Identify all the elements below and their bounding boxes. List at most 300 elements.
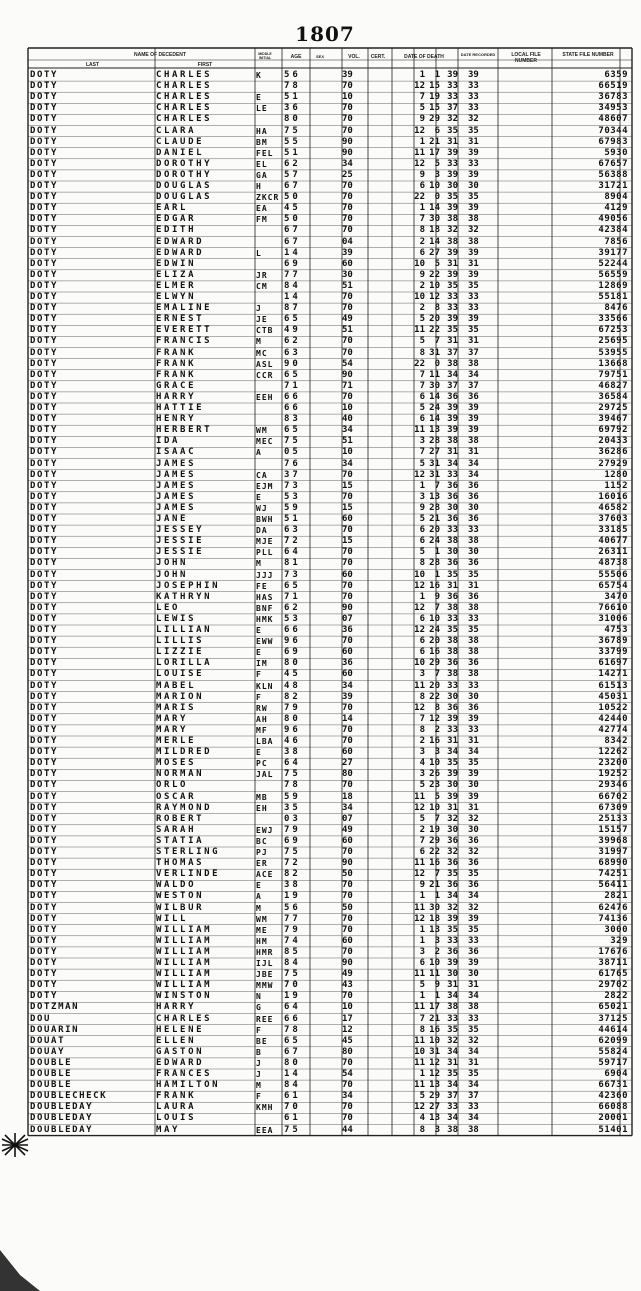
cell-mm: 11 [429, 969, 440, 980]
cell-yy: 36 [447, 858, 458, 869]
cell-vol: 17 [342, 1013, 353, 1024]
cell-first: STERLING [156, 847, 221, 857]
table-row [28, 1080, 630, 1091]
cell-vol: 70 [342, 991, 353, 1002]
cell-vol: 70 [342, 724, 353, 735]
cell-mm: 21 [429, 1013, 440, 1024]
cell-mi [256, 292, 282, 303]
cell-mi: MF [256, 725, 268, 735]
cell-mi: M [256, 559, 262, 569]
table-row [28, 170, 630, 181]
table-row [28, 414, 630, 425]
table-row [28, 703, 630, 714]
cell-mi [256, 414, 282, 425]
cell-yy: 39 [447, 913, 458, 924]
cell-age: 81 [284, 558, 301, 569]
cell-first: OSCAR [156, 791, 197, 802]
cell-mm: 13 [429, 924, 440, 935]
cell-dy: 31 [468, 980, 479, 991]
cell-last: DOTY [30, 625, 59, 635]
cell-age: 65 [284, 1035, 301, 1046]
cell-mi: E [256, 881, 262, 891]
cell-dd: 1 [419, 935, 425, 946]
table-row [28, 1002, 630, 1013]
cell-mi: MC [256, 348, 268, 358]
cell-last: DOTY [30, 525, 59, 536]
cell-vol: 60 [342, 669, 353, 680]
cell-age: 90 [284, 358, 301, 369]
cell-file: 19252 [598, 769, 628, 780]
cell-mm: 7 [434, 669, 440, 680]
cell-first: CHARLES [156, 103, 213, 114]
cell-dy: 30 [468, 780, 479, 791]
table-row [28, 481, 630, 492]
cell-mi [256, 381, 282, 392]
cell-first: EDITH [156, 225, 197, 236]
cell-yy: 35 [447, 125, 458, 136]
cell-file: 8476 [604, 303, 628, 314]
cell-mi: PLL [256, 548, 274, 558]
cell-dd: 10 [414, 292, 425, 302]
cell-mi: HMR [256, 947, 274, 957]
cell-file: 7856 [604, 236, 628, 247]
table-row [28, 1047, 630, 1058]
cell-yy: 38 [447, 1002, 458, 1013]
cell-dy: 31 [468, 580, 479, 591]
cell-dy: 35 [468, 569, 479, 580]
table-row [28, 1014, 630, 1025]
cell-mm: 7 [434, 869, 440, 880]
cell-mm: 14 [429, 203, 440, 214]
cell-dd: 7 [419, 380, 425, 391]
cell-file: 66088 [598, 1102, 628, 1113]
cell-dd: 12 [414, 702, 425, 713]
cell-dd: 6 [419, 414, 425, 425]
cell-first: NORMAN [156, 769, 205, 780]
cell-dd: 6 [419, 391, 425, 402]
cell-last: DOTY [30, 946, 59, 957]
cell-vol: 70 [342, 225, 353, 236]
cell-mi: J [256, 304, 262, 314]
cell-last: DOTY [30, 980, 59, 991]
cell-first: LIZZIE [156, 647, 205, 658]
cell-dd: 10 [414, 258, 425, 269]
cell-mi: CCR [256, 370, 274, 380]
cell-mm: 26 [429, 769, 440, 780]
cell-last: DOTY [30, 314, 59, 325]
cell-yy: 36 [447, 491, 458, 502]
cell-yy: 38 [447, 636, 458, 647]
cell-first: EMALINE [156, 303, 213, 314]
cell-mi: E [256, 492, 262, 502]
cell-yy: 33 [447, 613, 458, 624]
cell-mm: 6 [434, 125, 440, 136]
cell-vol: 70 [342, 192, 353, 203]
cell-age: 72 [284, 858, 301, 869]
cell-dy: 35 [468, 1069, 479, 1079]
cell-file: 20433 [598, 436, 628, 447]
cell-vol: 60 [342, 569, 353, 580]
cell-file: 37125 [598, 1013, 628, 1024]
cell-dy: 31 [468, 1057, 479, 1068]
cell-vol: 70 [342, 525, 353, 536]
cell-mi: CM [256, 281, 268, 291]
cell-dy: 35 [468, 125, 479, 136]
cell-dd: 12 [414, 158, 425, 169]
cell-vol: 49 [342, 969, 353, 980]
table-row [28, 1113, 630, 1124]
table-row [28, 126, 630, 137]
cell-age: 75 [284, 769, 301, 780]
cell-mi: M [256, 903, 262, 913]
cell-dy: 39 [468, 314, 479, 325]
cell-yy: 37 [447, 1091, 458, 1102]
cell-first: THOMAS [156, 858, 205, 869]
cell-vol: 10 [342, 447, 353, 458]
cell-age: 71 [284, 380, 301, 391]
cell-file: 46582 [598, 502, 628, 513]
cell-dy: 34 [468, 1046, 479, 1057]
cell-vol: 39 [342, 691, 353, 702]
cell-yy: 35 [447, 1024, 458, 1035]
cell-first: GRACE [156, 380, 197, 391]
cell-mm: 18 [429, 225, 440, 236]
cell-yy: 30 [447, 502, 458, 513]
table-row [28, 625, 630, 636]
cell-dy: 31 [468, 136, 479, 147]
cell-vol: 51 [342, 325, 353, 336]
cell-mi: JE [256, 315, 268, 325]
table-row [28, 758, 630, 769]
table-row [28, 914, 630, 925]
cell-last: DOTY [30, 858, 59, 869]
cell-dd: 1 [419, 70, 425, 80]
cell-mm: 22 [429, 847, 440, 857]
cell-file: 29702 [598, 980, 628, 991]
table-row [28, 281, 630, 292]
cell-vol: 30 [342, 269, 353, 280]
cell-vol: 12 [342, 1024, 353, 1035]
cell-file: 3470 [604, 591, 628, 602]
cell-yy: 33 [447, 303, 458, 314]
cell-mi: M [256, 1081, 262, 1091]
table-row [28, 836, 630, 847]
cell-first: LORILLA [156, 658, 213, 669]
cell-last: DOTY [30, 636, 59, 647]
cell-first: LOUIS [156, 1113, 197, 1124]
cell-mi [256, 403, 282, 414]
cell-file: 16016 [598, 491, 628, 502]
cell-vol: 15 [342, 536, 353, 547]
table-row [28, 858, 630, 869]
header-name-of-decedent: NAME OF DECEDENT [134, 52, 186, 58]
cell-mm: 16 [429, 647, 440, 658]
cell-last: DOTY [30, 713, 59, 724]
cell-dd: 6 [419, 525, 425, 536]
cell-vol: 70 [342, 780, 353, 791]
cell-first: WESTON [156, 891, 205, 902]
cell-file: 40677 [598, 536, 628, 547]
cell-first: CHARLES [156, 92, 213, 103]
cell-dd: 11 [414, 147, 425, 158]
header-middle-initial: MIDDLE INITIAL [258, 52, 272, 60]
cell-dd: 10 [414, 1046, 425, 1057]
cell-age: 69 [284, 258, 301, 269]
cell-vol: 70 [342, 591, 353, 602]
cell-dd: 7 [419, 92, 425, 103]
cell-first: MARY [156, 713, 189, 724]
cell-age: 19 [284, 891, 301, 902]
cell-mi: J [256, 1070, 262, 1079]
cell-dd: 11 [414, 969, 425, 980]
cell-mm: 3 [434, 169, 440, 180]
cell-mm: 13 [429, 425, 440, 436]
cell-dd: 6 [419, 247, 425, 258]
cell-last: DOUBLEDAY [30, 1113, 94, 1124]
cell-mm: 5 [434, 158, 440, 169]
cell-age: 75 [284, 436, 301, 447]
table-row [28, 325, 630, 336]
cell-dd: 6 [419, 181, 425, 191]
cell-dy: 39 [468, 169, 479, 180]
cell-dy: 36 [468, 514, 479, 524]
cell-first: LEWIS [156, 613, 197, 624]
cell-mi: EWW [256, 637, 274, 647]
header-date-of-death: DATE OF DEATH [404, 54, 444, 60]
cell-first: MERLE [156, 736, 197, 746]
cell-dy: 31 [468, 336, 479, 347]
cell-dd: 5 [419, 1091, 425, 1102]
cell-dy: 32 [468, 114, 479, 125]
cell-yy: 36 [447, 702, 458, 713]
cell-mm: 24 [429, 625, 440, 635]
cell-dy: 37 [468, 380, 479, 391]
cell-vol: 60 [342, 514, 353, 524]
cell-age: 64 [284, 758, 301, 769]
cell-dy: 33 [468, 1102, 479, 1113]
cell-file: 66519 [598, 81, 628, 92]
cell-vol: 60 [342, 935, 353, 946]
cell-age: 45 [284, 669, 301, 680]
cell-vol: 70 [342, 636, 353, 647]
cell-age: 79 [284, 924, 301, 935]
cell-dd: 5 [419, 813, 425, 824]
cell-first: HERBERT [156, 425, 213, 436]
cell-dd: 5 [419, 458, 425, 469]
cell-mi: WJ [256, 503, 268, 513]
cell-mm: 14 [429, 236, 440, 247]
table-row [28, 570, 630, 581]
table-row [28, 558, 630, 569]
cell-dy: 38 [468, 1002, 479, 1013]
cell-file: 62476 [598, 902, 628, 913]
cell-mm: 2 [434, 946, 440, 957]
cell-mm: 29 [429, 1091, 440, 1102]
cell-first: LAURA [156, 1102, 197, 1113]
cell-file: 25133 [598, 813, 628, 824]
cell-yy: 36 [447, 835, 458, 846]
cell-mm: 29 [429, 835, 440, 846]
cell-last: DOTZMAN [30, 1002, 80, 1013]
cell-vol: 51 [342, 436, 353, 447]
cell-mi: ACE [256, 870, 274, 880]
cell-last: DOTY [30, 103, 59, 114]
cell-age: 14 [284, 247, 301, 258]
cell-first: EARL [156, 203, 189, 214]
cell-vol: 60 [342, 747, 353, 758]
cell-dy: 33 [468, 613, 479, 624]
cell-vol: 80 [342, 1046, 353, 1057]
table-row [28, 148, 630, 159]
cell-age: 03 [284, 813, 301, 824]
cell-dy: 33 [468, 525, 479, 536]
cell-age: 38 [284, 880, 301, 891]
cell-first: VERLINDE [156, 869, 221, 880]
cell-age: 69 [284, 647, 301, 658]
cell-vol: 44 [342, 1124, 353, 1135]
cell-file: 17676 [598, 946, 628, 957]
cell-file: 36584 [598, 391, 628, 402]
cell-last: DOTY [30, 580, 59, 591]
table-row [28, 248, 630, 259]
cell-mm: 31 [429, 347, 440, 358]
cell-first: WILLIAM [156, 969, 213, 980]
cell-dy: 36 [468, 858, 479, 869]
cell-dd: 1 [419, 1069, 425, 1079]
header-state-file: STATE FILE NUMBER [562, 52, 614, 58]
table-row [28, 847, 630, 858]
cell-dy: 31 [468, 258, 479, 269]
cell-dd: 5 [419, 980, 425, 991]
cell-dd: 11 [414, 325, 425, 336]
cell-file: 39968 [598, 835, 628, 846]
cell-vol: 80 [342, 769, 353, 780]
cell-file: 31997 [598, 847, 628, 857]
cell-mm: 8 [434, 303, 440, 314]
cell-yy: 38 [447, 1124, 458, 1135]
cell-file: 55824 [598, 1046, 628, 1057]
cell-dd: 6 [419, 847, 425, 857]
cell-mm: 12 [429, 1069, 440, 1079]
header-first: FIRST [197, 62, 213, 68]
table-row [28, 403, 630, 414]
cell-dy: 38 [468, 236, 479, 247]
cell-vol: 70 [342, 81, 353, 92]
cell-last: DOTY [30, 835, 59, 846]
cell-vol: 70 [342, 547, 353, 558]
cell-vol: 70 [342, 181, 353, 191]
cell-age: 65 [284, 369, 301, 380]
table-row [28, 725, 630, 736]
cell-mm: 27 [429, 1102, 440, 1113]
table-row [28, 581, 630, 592]
cell-dd: 8 [419, 1124, 425, 1135]
cell-yy: 34 [447, 747, 458, 758]
cell-age: 65 [284, 314, 301, 325]
cell-dd: 2 [419, 280, 425, 291]
cell-last: DOTY [30, 92, 59, 103]
table-row [28, 348, 630, 359]
cell-yy: 36 [447, 558, 458, 569]
cell-dy: 30 [468, 691, 479, 702]
cell-yy: 39 [447, 414, 458, 425]
table-row [28, 681, 630, 692]
cell-age: 59 [284, 791, 301, 802]
header-cert: CERT. [370, 54, 386, 60]
header-sex: SEX [315, 54, 324, 59]
cell-dd: 7 [419, 1013, 425, 1024]
cell-mm: 10 [429, 613, 440, 624]
cell-mi: BM [256, 137, 268, 147]
cell-yy: 39 [447, 425, 458, 436]
cell-vol: 14 [342, 713, 353, 724]
cell-yy: 39 [447, 314, 458, 325]
cell-yy: 35 [447, 569, 458, 580]
cell-yy: 38 [447, 236, 458, 247]
cell-yy: 39 [447, 269, 458, 280]
cell-first: ELWYN [156, 292, 197, 302]
cell-dy: 36 [468, 946, 479, 957]
cell-mm: 1 [434, 891, 440, 902]
cell-file: 44614 [598, 1024, 628, 1035]
cell-file: 39467 [598, 414, 628, 425]
cell-age: 19 [284, 991, 301, 1002]
cell-vol: 70 [342, 103, 353, 114]
cell-vol: 70 [342, 580, 353, 591]
cell-dd: 8 [419, 558, 425, 569]
cell-file: 39177 [598, 247, 628, 258]
cell-mi: JR [256, 270, 268, 280]
cell-mi: FM [256, 215, 268, 225]
table-row [28, 880, 630, 891]
cell-age: 78 [284, 780, 301, 791]
table-row [28, 392, 630, 403]
cell-file: 48607 [598, 114, 628, 125]
table-row [28, 92, 630, 103]
cell-first: ELLEN [156, 1035, 197, 1046]
cell-yy: 34 [447, 369, 458, 380]
cell-age: 73 [284, 569, 301, 580]
cell-mi: L [256, 248, 262, 258]
cell-age: 67 [284, 1046, 301, 1057]
cell-first: GASTON [156, 1046, 205, 1057]
cell-mm: 28 [429, 558, 440, 569]
cell-first: ROBERT [156, 813, 205, 824]
cell-mi: DA [256, 526, 268, 536]
cell-yy: 31 [447, 736, 458, 746]
table-row [28, 459, 630, 470]
cell-dd: 7 [419, 369, 425, 380]
cell-yy: 31 [447, 802, 458, 813]
cell-last: DOTY [30, 702, 59, 713]
cell-first: ORLO [156, 780, 189, 791]
cell-age: 38 [284, 747, 301, 758]
cell-mi: EWJ [256, 825, 274, 835]
cell-dy: 39 [468, 269, 479, 280]
cell-dd: 12 [414, 802, 425, 813]
cell-first: ISAAC [156, 447, 197, 458]
cell-dd: 5 [419, 103, 425, 114]
cell-yy: 32 [447, 847, 458, 857]
cell-dy: 31 [468, 802, 479, 813]
cell-mm: 5 [434, 791, 440, 802]
cell-mi: JBE [256, 970, 274, 980]
cell-vol: 90 [342, 602, 353, 613]
cell-dd: 1 [419, 480, 425, 491]
cell-dd: 12 [414, 602, 425, 613]
cell-vol: 34 [342, 425, 353, 436]
cell-first: EDWIN [156, 258, 197, 269]
